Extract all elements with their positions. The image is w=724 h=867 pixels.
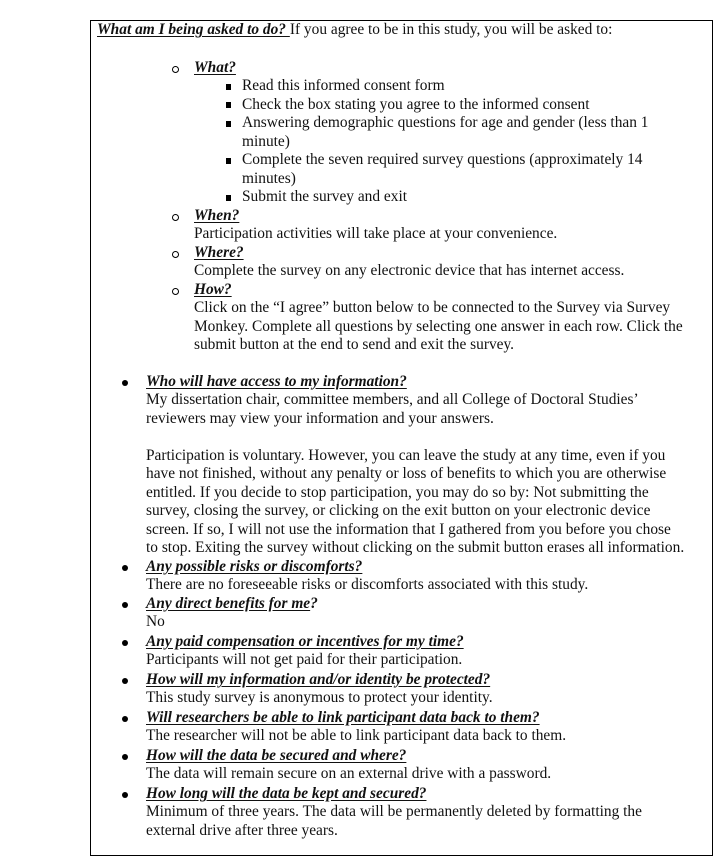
voluntary-paragraph: have not finished, without any penalty or loss of benefits to which you are otherwise <box>146 465 667 482</box>
where-text: Complete the survey on any electronic device that has internet access. <box>194 262 625 279</box>
disc-bullet-icon <box>122 565 128 571</box>
what-step-continued: minute) <box>242 133 290 150</box>
disc-bullet-icon <box>122 380 128 386</box>
voluntary-paragraph: entitled. If you decide to stop participation, you may do so by: Not submitting the <box>146 484 649 501</box>
how-text: submit button at the end to send and exit the survey. <box>194 336 515 353</box>
compensation-answer: Participants will not get paid for their participation. <box>146 651 463 668</box>
circle-bullet-icon <box>172 214 179 221</box>
what-step: Complete the seven required survey questions (approximately 14 <box>242 151 643 168</box>
square-bullet-icon <box>226 84 231 90</box>
intro-text: If you agree to be in this study, you will be asked to: <box>289 21 613 38</box>
security-question: How will the data be secured and where? <box>146 747 407 764</box>
disc-bullet-icon <box>122 640 128 646</box>
disc-bullet-icon <box>122 792 128 798</box>
square-bullet-icon <box>226 102 231 108</box>
circle-bullet-icon <box>172 66 179 73</box>
benefits-question-line <box>146 595 318 614</box>
where-label: Where? <box>194 244 244 261</box>
intro-line <box>97 21 612 40</box>
retention-question: How long will the data be kept and secured? <box>146 785 427 802</box>
retention-answer: external drive after three years. <box>146 822 338 839</box>
how-label: How? <box>194 281 232 298</box>
benefits-answer: No <box>146 613 165 630</box>
benefits-question: Any direct benefits for me <box>146 595 311 612</box>
what-step-continued: minutes) <box>242 170 296 187</box>
benefits-question-mark: ? <box>310 595 318 612</box>
circle-bullet-icon <box>172 288 179 295</box>
what-label: What? <box>194 59 236 76</box>
retention-answer: Minimum of three years. The data will be permanently deleted by formatting the <box>146 803 642 820</box>
risks-answer: There are no foreseeable risks or discomforts associated with this study. <box>146 576 589 593</box>
circle-bullet-icon <box>172 251 179 258</box>
intro-heading: What am I being asked to do? <box>97 21 290 38</box>
when-label: When? <box>194 207 240 224</box>
what-step: Check the box stating you agree to the informed consent <box>242 96 590 113</box>
what-step: Read this informed consent form <box>242 77 445 94</box>
access-answer: reviewers may view your information and your answers. <box>146 410 494 427</box>
voluntary-paragraph: to stop. Exiting the survey without clicking on the submit button erases all information. <box>146 539 685 556</box>
access-answer: My dissertation chair, committee members, and all College of Doctoral Studies’ <box>146 391 639 408</box>
voluntary-paragraph: survey, closing the survey, or clicking on the exit button on your electronic device <box>146 502 651 519</box>
linking-answer: The researcher will not be able to link participant data back to them. <box>146 727 567 744</box>
risks-question: Any possible risks or discomforts? <box>146 558 363 575</box>
compensation-question: Any paid compensation or incentives for my time? <box>146 633 464 650</box>
access-question: Who will have access to my information? <box>146 373 407 390</box>
disc-bullet-icon <box>122 678 128 684</box>
voluntary-paragraph: screen. If so, I will not use the information that I gathered from you before you chose <box>146 521 671 538</box>
square-bullet-icon <box>226 121 231 127</box>
voluntary-paragraph: Participation is voluntary. However, you can leave the study at any time, even if you <box>146 447 666 464</box>
how-text: Click on the “I agree” button below to be connected to the Survey via Survey <box>194 299 671 316</box>
how-text: Monkey. Complete all questions by selecting one answer in each row. Click the <box>194 318 683 335</box>
disc-bullet-icon <box>122 716 128 722</box>
when-text: Participation activities will take place at your convenience. <box>194 225 558 242</box>
disc-bullet-icon <box>122 602 128 608</box>
disc-bullet-icon <box>122 754 128 760</box>
what-step: Submit the survey and exit <box>242 188 407 205</box>
square-bullet-icon <box>226 158 231 164</box>
what-step: Answering demographic questions for age and gender (less than 1 <box>242 114 649 131</box>
protection-question: How will my information and/or identity be protected? <box>146 671 491 688</box>
security-answer: The data will remain secure on an external drive with a password. <box>146 765 552 782</box>
square-bullet-icon <box>226 195 231 201</box>
protection-answer: This study survey is anonymous to protect your identity. <box>146 689 493 706</box>
linking-question: Will researchers be able to link participant data back to them? <box>146 709 540 726</box>
